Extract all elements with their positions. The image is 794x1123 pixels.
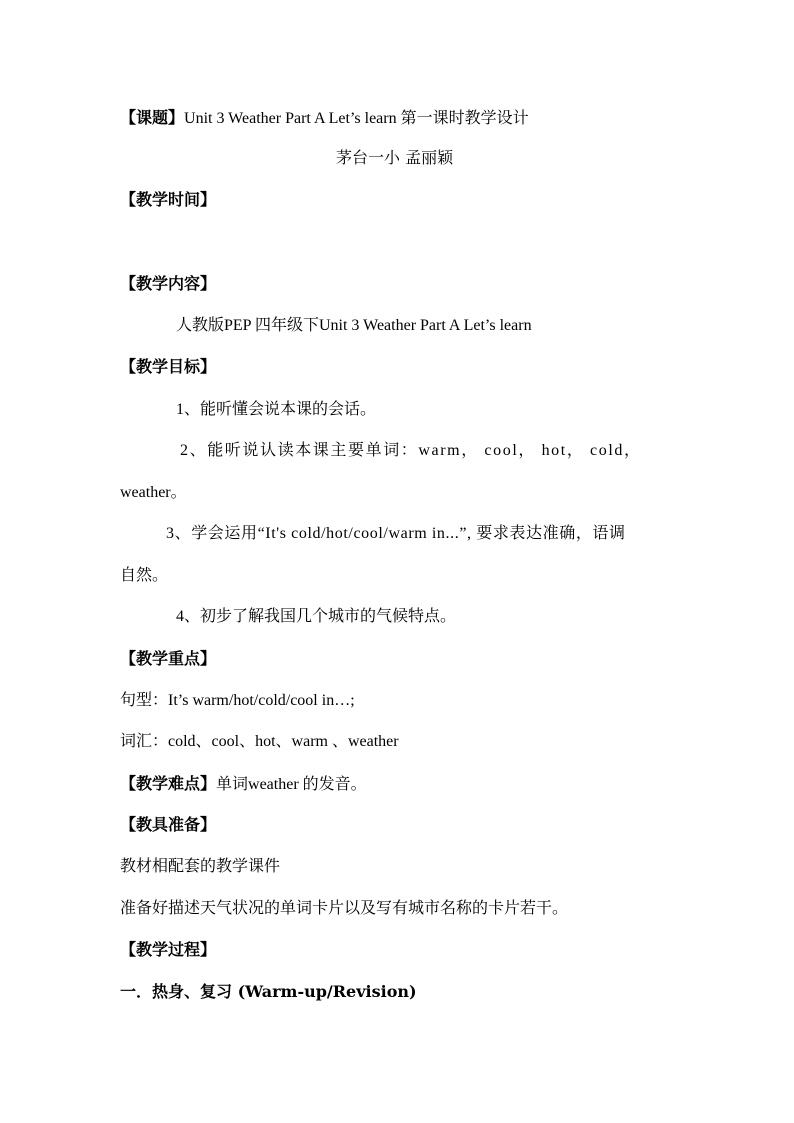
heading-teaching-time: 【教学时间】 xyxy=(120,190,217,209)
title-text: Unit 3 Weather Part A Let’s learn 第一课时教学设计 xyxy=(184,110,529,127)
difficulty-line xyxy=(120,774,367,795)
heading-teaching-goals: 【教学目标】 xyxy=(120,357,217,376)
heading-key-points: 【教学重点】 xyxy=(120,649,217,668)
author-line: 茅台一小 孟丽颖 xyxy=(336,148,454,167)
goal-item: 2、能听说认读本课主要单词：warm， cool， hot， cold， xyxy=(180,442,642,459)
goal-item-continued: 自然。 xyxy=(120,567,169,584)
material-item: 准备好描述天气状况的单词卡片以及写有城市名称的卡片若干。 xyxy=(120,900,569,917)
lesson-title xyxy=(120,108,529,129)
heading-difficulty: 【教学难点】 xyxy=(120,774,217,793)
title-label: 【课题】 xyxy=(120,108,185,127)
goal-item-continued: weather。 xyxy=(120,484,187,501)
goal-item: 1、能听懂会说本课的会话。 xyxy=(176,401,377,418)
goal-item: 3、学会运用“It's cold/hot/cool/warm in...”, 要求表达准确，语调 xyxy=(166,525,626,542)
goal-item: 4、初步了解我国几个城市的气候特点。 xyxy=(176,608,457,625)
heading-teaching-content: 【教学内容】 xyxy=(120,274,217,293)
heading-materials: 【教具准备】 xyxy=(120,815,217,834)
key-sentence-pattern: 句型：It’s warm/hot/cold/cool in…; xyxy=(120,692,355,709)
key-vocabulary: 词汇：cold、cool、hot、warm 、weather xyxy=(120,733,399,750)
heading-teaching-process: 【教学过程】 xyxy=(120,940,217,959)
process-step-1: 一．热身、复习 (Warm-up/Revision) xyxy=(120,982,417,1001)
material-item: 教材相配套的教学课件 xyxy=(120,858,281,875)
teaching-content-text: 人教版PEP 四年级下Unit 3 Weather Part A Let’s learn xyxy=(176,317,532,334)
difficulty-text: 单词weather 的发音。 xyxy=(216,776,367,793)
